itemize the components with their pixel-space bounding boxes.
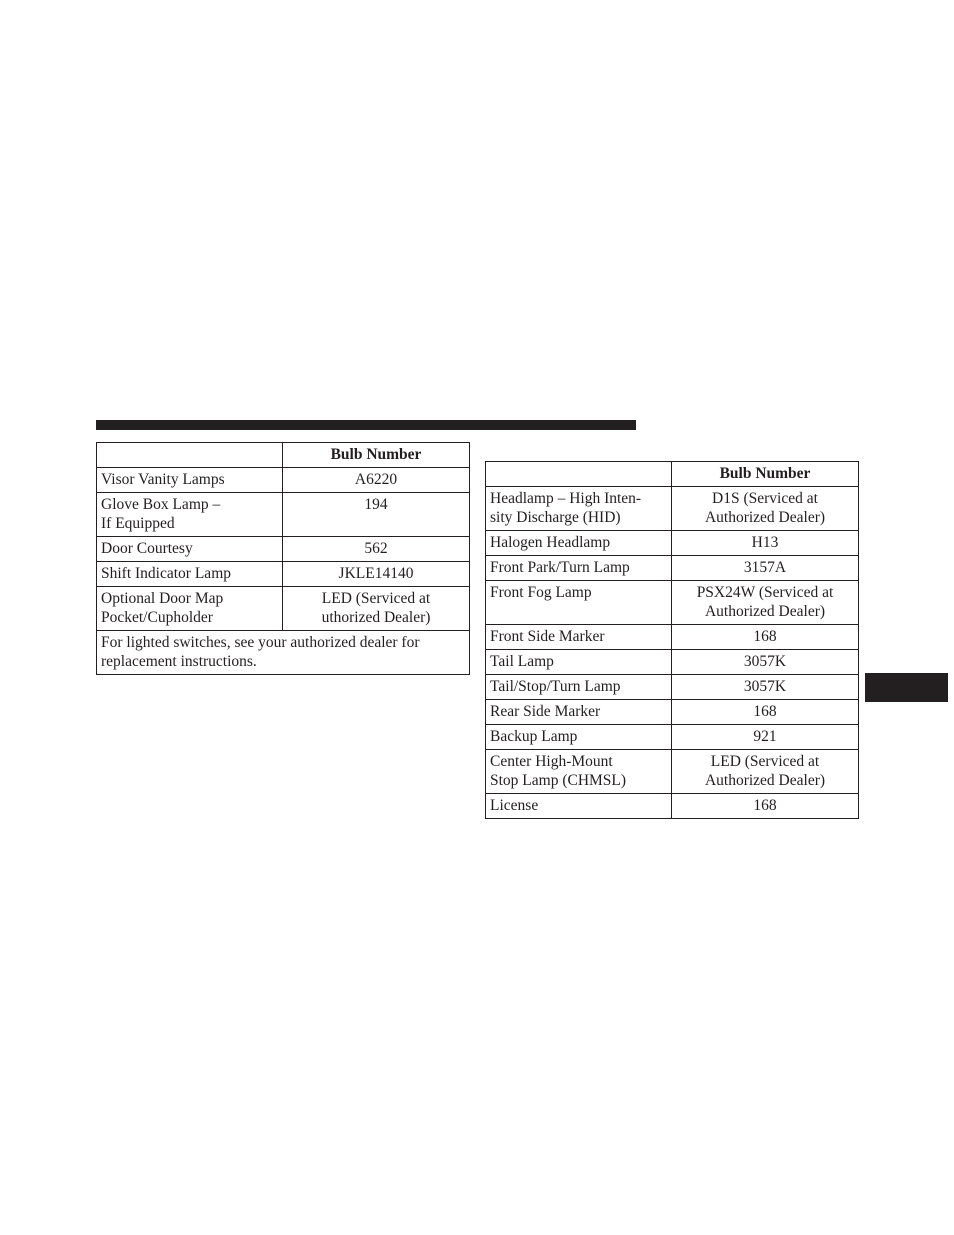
- item-column-header: [97, 443, 283, 468]
- bulb-number-column-header: Bulb Number: [672, 462, 859, 487]
- table-row: [486, 581, 859, 625]
- table-row: [486, 675, 859, 700]
- table-header-row: [486, 462, 859, 487]
- bulb-number: 921: [672, 725, 859, 750]
- table-row: [486, 487, 859, 531]
- lamp-name: Shift Indicator Lamp: [97, 562, 283, 587]
- interior-bulb-table: [96, 442, 470, 675]
- table-row: [97, 587, 470, 631]
- lamp-name: Halogen Headlamp: [486, 531, 672, 556]
- lamp-name: Rear Side Marker: [486, 700, 672, 725]
- table-row: [486, 700, 859, 725]
- bulb-number: 3057K: [672, 650, 859, 675]
- lamp-name: Center High-Mount Stop Lamp (CHMSL): [486, 750, 672, 794]
- table-row: [486, 556, 859, 581]
- bulb-number: LED (Serviced at uthorized Dealer): [283, 587, 470, 631]
- table-row: [486, 625, 859, 650]
- lamp-name: Optional Door Map Pocket/Cupholder: [97, 587, 283, 631]
- bulb-number: LED (Serviced at Authorized Dealer): [672, 750, 859, 794]
- lamp-name: Glove Box Lamp – If Equipped: [97, 493, 283, 537]
- lamp-name: Tail Lamp: [486, 650, 672, 675]
- table-row: [486, 725, 859, 750]
- lamp-name: Door Courtesy: [97, 537, 283, 562]
- lamp-name: Front Park/Turn Lamp: [486, 556, 672, 581]
- exterior-bulb-table: [485, 461, 859, 819]
- table-row: [97, 562, 470, 587]
- lamp-name: Backup Lamp: [486, 725, 672, 750]
- bulb-number: 168: [672, 625, 859, 650]
- bulb-number-column-header: Bulb Number: [283, 443, 470, 468]
- table-row: [486, 650, 859, 675]
- table-row: [486, 750, 859, 794]
- table-row: [97, 468, 470, 493]
- bulb-number: D1S (Serviced at Authorized Dealer): [672, 487, 859, 531]
- bulb-number: JKLE14140: [283, 562, 470, 587]
- bulb-number: 562: [283, 537, 470, 562]
- table-header-row: [97, 443, 470, 468]
- bulb-number: PSX24W (Serviced at Authorized Dealer): [672, 581, 859, 625]
- lamp-name: License: [486, 794, 672, 819]
- bulb-number: 168: [672, 794, 859, 819]
- lamp-name: Headlamp – High Inten- sity Discharge (HID): [486, 487, 672, 531]
- lamp-name: Front Fog Lamp: [486, 581, 672, 625]
- table-row: [97, 537, 470, 562]
- bulb-number: H13: [672, 531, 859, 556]
- table-footnote-row: [97, 631, 470, 675]
- bulb-number: 3057K: [672, 675, 859, 700]
- bulb-number: A6220: [283, 468, 470, 493]
- bulb-number: 168: [672, 700, 859, 725]
- lamp-name: Visor Vanity Lamps: [97, 468, 283, 493]
- chapter-tab: [865, 673, 948, 702]
- table-footnote: For lighted switches, see your authorized dealer for replacement instructions.: [97, 631, 470, 675]
- section-header-rule: [96, 420, 636, 430]
- lamp-name: Front Side Marker: [486, 625, 672, 650]
- item-column-header: [486, 462, 672, 487]
- lamp-name: Tail/Stop/Turn Lamp: [486, 675, 672, 700]
- table-row: [97, 493, 470, 537]
- table-row: [486, 794, 859, 819]
- table-row: [486, 531, 859, 556]
- bulb-number: 3157A: [672, 556, 859, 581]
- bulb-number: 194: [283, 493, 470, 537]
